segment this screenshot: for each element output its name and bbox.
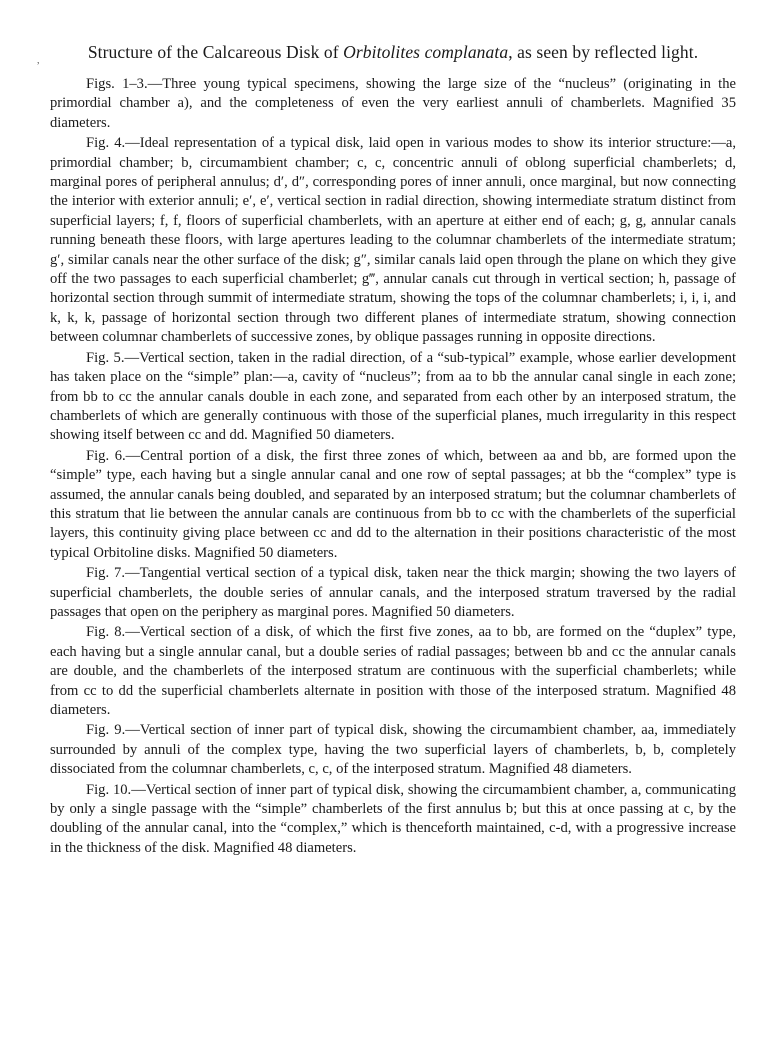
document-page [50,42,736,859]
caption-fig-7: Fig. 7.—Tangential vertical section of a typical disk, taken near the thick margin; showing the two layers of superficial chamberlets, the double series of annular canals, and the interposed stratum traversed by the radial passages that open on the periphery as marginal pores. Magnified 50 diameters. [50,565,736,620]
title-prefix: Structure of the Calcareous Disk of [87,42,344,62]
caption-fig-8: Fig. 8.—Vertical section of a disk, of which the first five zones, aa to bb, are formed on the “duplex” type, each having but a single annular canal, but a double series of radial passages; between bb and cc the annular canals are double, and the chamberlets of the interposed stratum are continuous with the superficial chamberlets; while from cc to dd the superficial chamberlets alternate in position with those of the interposed stratum. Magnified 48 diameters. [50,624,736,718]
scan-mark: , [37,55,40,66]
caption-fig-10: Fig. 10.—Vertical section of inner part of typical disk, showing the circumambient chamber, a, communicating by only a single passage with the “simple” chamberlets of the first annulus b; but this at once passing at c, by the doubling of the annular canal, into the “complex,” which is thenceforth maintained, c-d, with a progressive increase in the thickness of the disk. Magnified 48 diameters. [50,781,736,856]
caption-fig-4: Fig. 4.—Ideal representation of a typical disk, laid open in various modes to show its interior structure:—a, primordial chamber; b, circumambient chamber; c, c, concentric annuli of oblong superficial chamberlets; d, marginal pores of peripheral annulus; d′, d″, corresponding pores of inner annuli, once marginal, but now connecting the interior with exterior annuli; e′, e′, vertical section in radial direction, showing intermediate stratum distinct from superficial layers; f, f, floors of superficial chamberlets, with an aperture at either end of each; g, g, annular canals running beneath these floors, with large apertures leading to the columnar chamberlets of the intermediate stratum; g′, similar canals near the other surface of the disk; g″, similar canals laid open through the plane on which they give off the two passages to each superficial chamberlet; g‴, annular canals cut through in vertical section; h, passage of horizontal section through summit of intermediate stratum, showing the tops of the columnar chamberlets; i, i, i, and k, k, k, passage of horizontal section through two different planes of intermediate stratum, showing connection between columnar chamberlets of successive zones, by oblique passages running in opposite directions. [50,135,736,346]
title-suffix: , as seen by reflected light. [508,42,699,62]
caption-fig-9: Fig. 9.—Vertical section of inner part of typical disk, showing the circumambient chamber, aa, immediately surrounded by annuli of the complex type, having the two superficial layers of chamberlets, b, b, completely dissociated from the columnar chamberlets, c, c, of the interposed stratum. Magnified 48 diameters. [50,722,736,778]
caption-fig-6: Fig. 6.—Central portion of a disk, the first three zones of which, between aa and bb, are formed upon the “simple” type, each having but a single annular canal and one row of septal passages; at bb the “complex” type is assumed, the annular canals being doubled, and separated by an interposed stratum; but the columnar chamberlets of this stratum that lie between the annular canals are continuous from bb to cc with the chamberlets of the superficial layers, this continuity giving place between cc and dd to the alternation in their positions characteristic of the most typical Orbitoline disks. Magnified 50 diameters. [50,447,736,561]
caption-figs-1-3: Figs. 1–3.—Three young typical specimens, showing the large size of the “nucleus” (originating in the primordial chamber a), and the completeness of even the very earliest annuli of chamberlets. Magnified 35 diameters. [50,76,736,131]
caption-fig-5: Fig. 5.—Vertical section, taken in the radial direction, of a “sub-typical” example, whose earlier development has taken place on the “simple” plan:—a, cavity of “nucleus”; from aa to bb the annular canal single in each zone; from bb to cc the annular canals double in each zone, and separated from each other by an interposed stratum, the chamberlets of which are generally continuous with those of the superficial planes, much irregularity in this respect showing itself between cc and dd. Magnified 50 diameters. [50,349,736,444]
title-species: Orbitolites complanata [343,42,509,62]
page-title [50,42,736,63]
